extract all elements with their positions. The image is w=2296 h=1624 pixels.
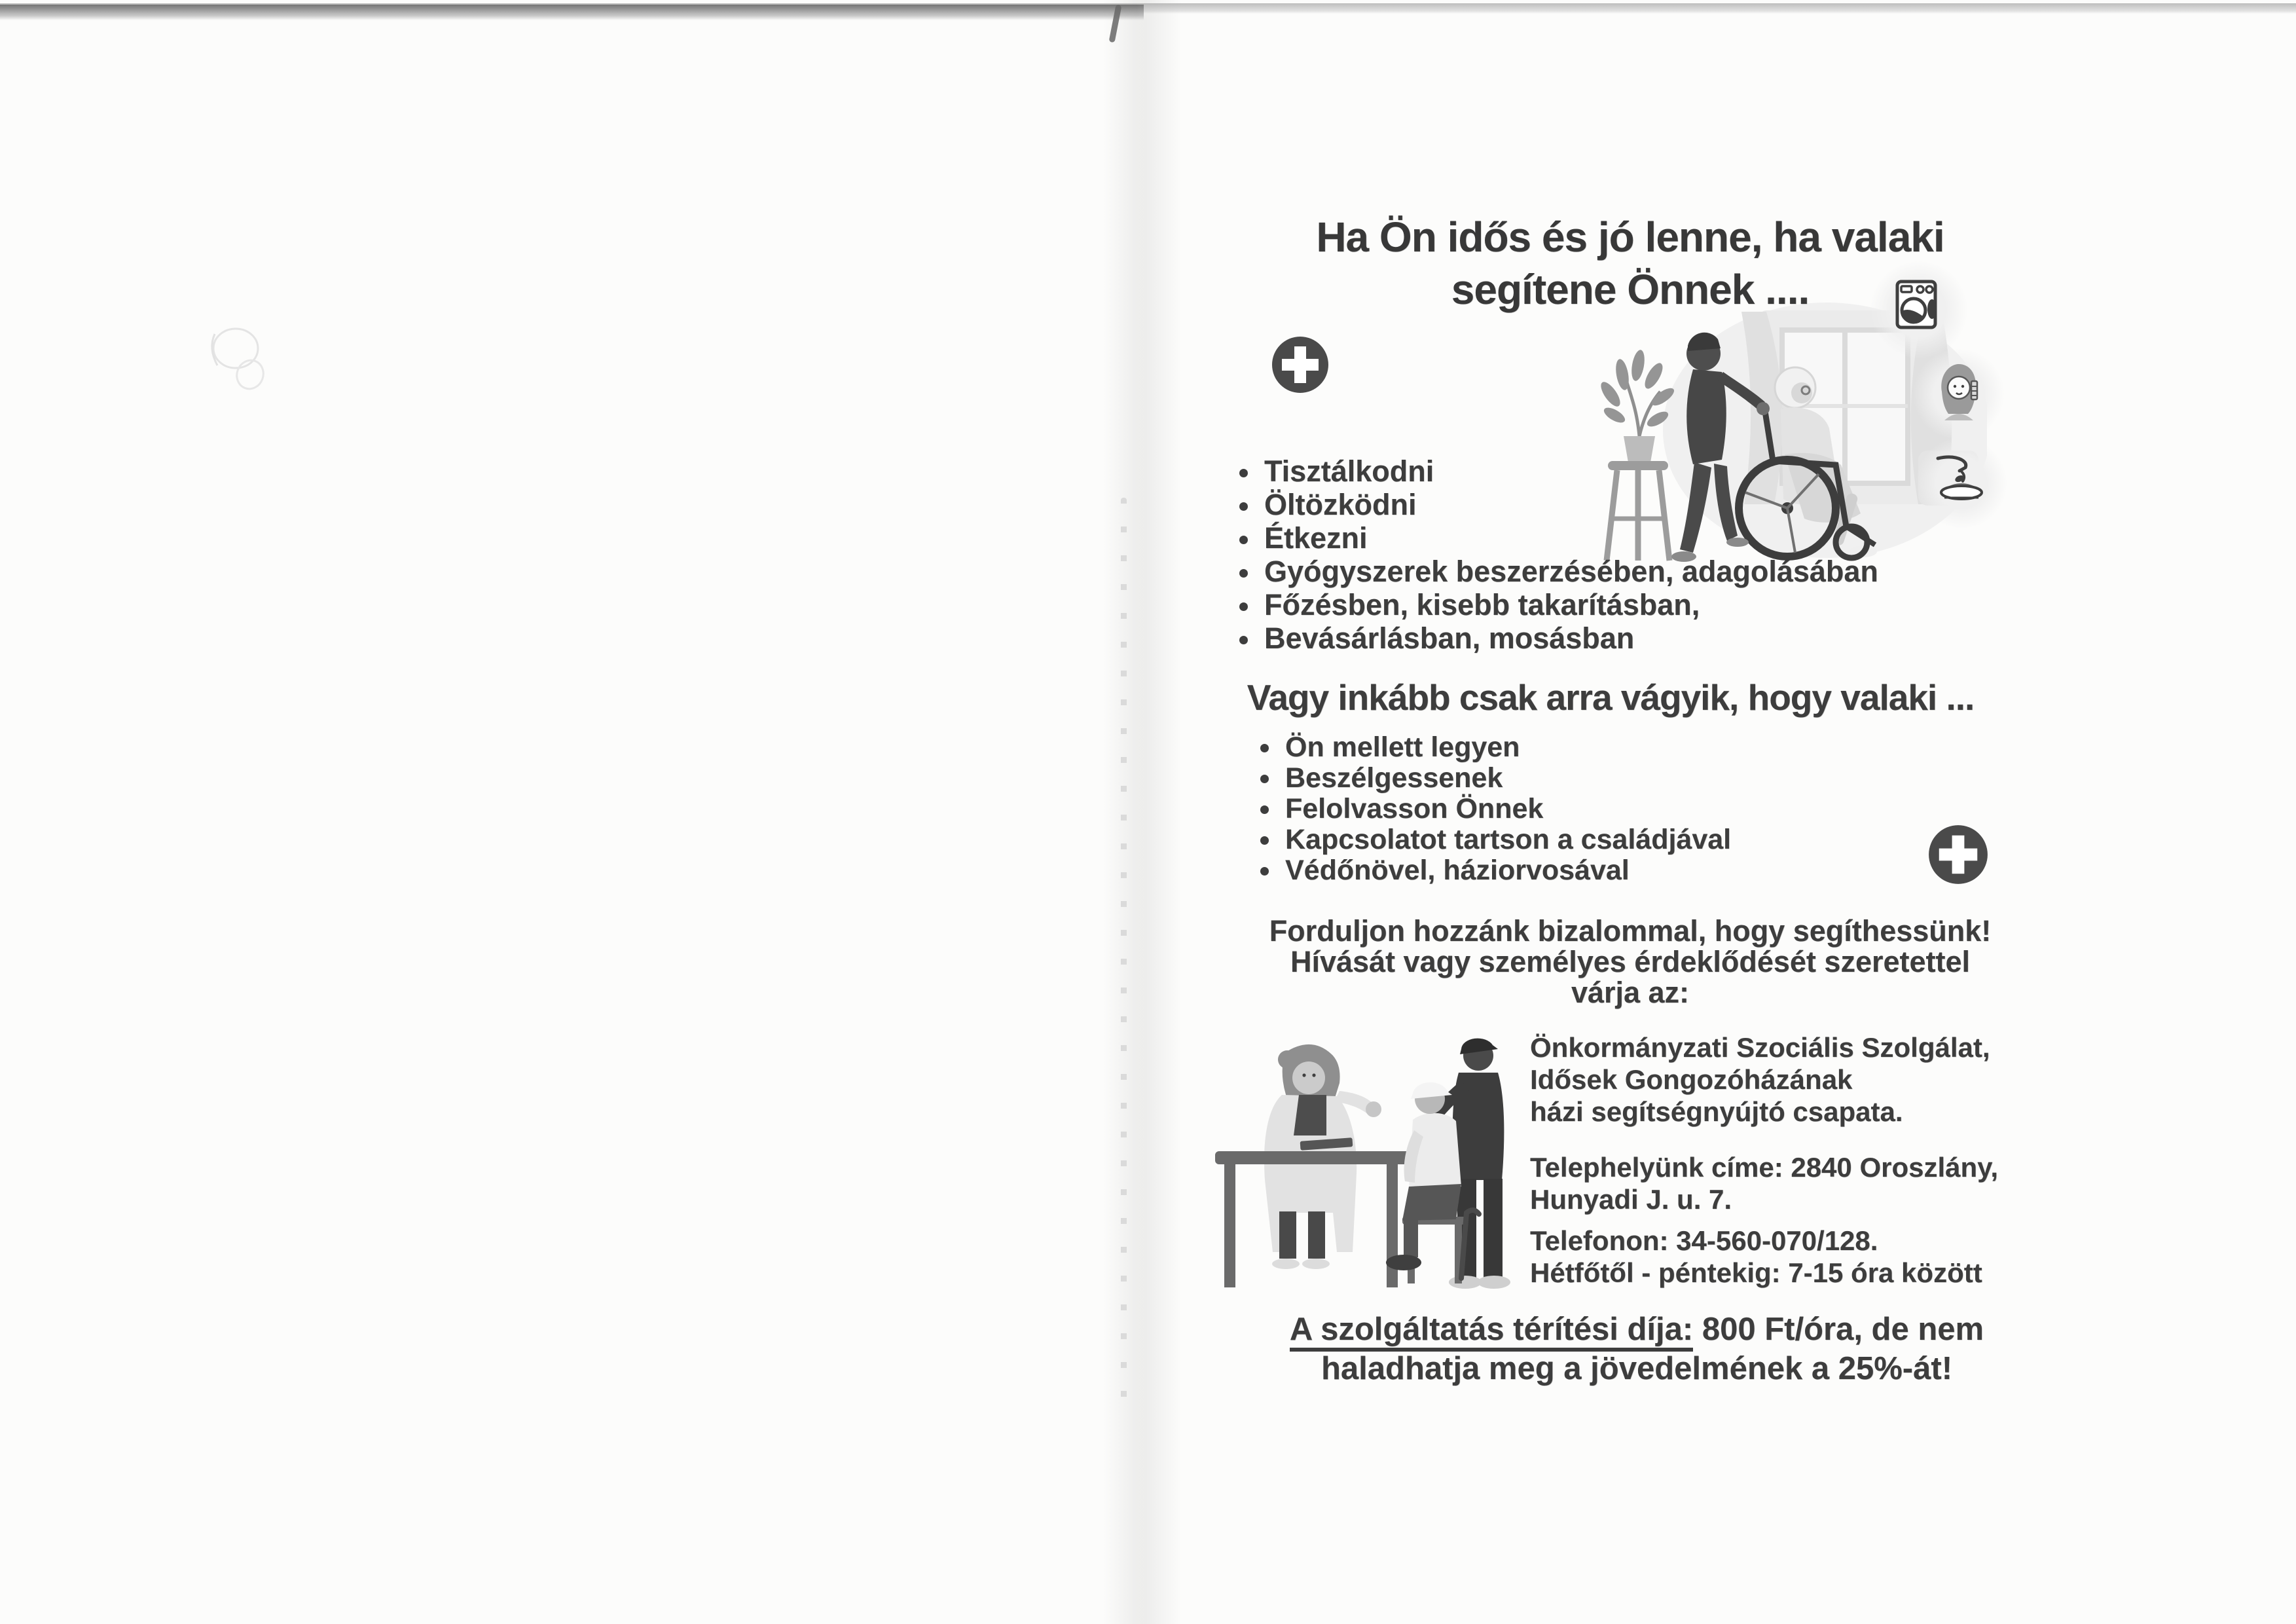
organization-name: [1530, 1031, 1998, 1128]
woman-hair-care-icon: [1930, 360, 1985, 420]
page-fold-stitches: [1121, 498, 1127, 1414]
list-item: Öltözködni: [1239, 488, 1878, 521]
contact-intro-line-1: Forduljon hozzánk bizalommal, hogy segíthessünk!: [1269, 914, 1992, 948]
title-line-1: Ha Ön idős és jó lenne, ha valaki: [1316, 213, 1944, 261]
list-item: Kapcsolatot tartson a családjával: [1260, 824, 1731, 855]
contact-intro-line-3: várja az:: [1571, 976, 1690, 1009]
organization-line-2: Idősek Gongozóházának: [1530, 1064, 1853, 1095]
title-line-2: segítene Önnek ....: [1451, 266, 1810, 313]
scan-top-edge-left-artifact: [0, 5, 1144, 20]
fee-line-2: haladhatja meg a jövedelmének a 25%-át!: [1321, 1351, 1953, 1386]
wish-list: [1260, 732, 1731, 886]
fee-underlined-part: A szolgáltatás térítési díja:: [1290, 1312, 1693, 1352]
address-line-2: Hunyadi J. u. 7.: [1530, 1184, 1732, 1215]
hand-serving-meal-icon: [1933, 449, 1990, 509]
page-fold-shadow: [1103, 0, 1182, 1624]
medical-cross-icon: [1271, 335, 1330, 394]
needs-list: [1239, 454, 1878, 655]
contact-details: [1530, 1031, 1998, 1289]
hours-line: Hétfőtől - péntekig: 7-15 óra között: [1530, 1257, 1982, 1288]
flyer-subtitle: Vagy inkább csak arra vágyik, hogy valaki ...: [1247, 677, 1975, 718]
list-item: Étkezni: [1239, 521, 1878, 555]
phone-and-hours: [1530, 1225, 1998, 1289]
list-item: Ön mellett legyen: [1260, 732, 1731, 763]
organization-line-1: Önkormányzati Szociális Szolgálat,: [1530, 1032, 1990, 1063]
faint-pen-scribble-artifact: [190, 314, 282, 399]
list-item: Főzésben, kisebb takarításban,: [1239, 588, 1878, 621]
address: [1530, 1151, 1998, 1215]
list-item: Tisztálkodni: [1239, 454, 1878, 488]
medical-cross-icon: [1927, 824, 1989, 885]
phone-line: Telefonon: 34-560-070/128.: [1530, 1225, 1878, 1256]
list-item: Bevásárlásban, mosásban: [1239, 621, 1878, 655]
address-line-1: Telephelyünk címe: 2840 Oroszlány,: [1530, 1152, 1999, 1183]
consultation-illustration-nurse-elderly-caregiver: [1209, 1015, 1528, 1308]
list-item: Felolvasson Önnek: [1260, 794, 1731, 824]
list-item: Gyógyszerek beszerzésében, adagolásában: [1239, 555, 1878, 588]
flyer-title: [1172, 211, 2088, 316]
list-item: Védőnövel, háziorvosával: [1260, 855, 1731, 886]
fee-rest-part: 800 Ft/óra, de nem: [1693, 1312, 1984, 1347]
fee-line-1: [1172, 1310, 2102, 1349]
fee-note: [1172, 1310, 2102, 1388]
list-item: Beszélgessenek: [1260, 763, 1731, 794]
contact-intro-line-2: Hívását vagy személyes érdeklődését szeretettel: [1290, 945, 1971, 978]
organization-line-3: házi segítségnyújtó csapata.: [1530, 1096, 1903, 1127]
contact-intro: [1172, 915, 2088, 1008]
